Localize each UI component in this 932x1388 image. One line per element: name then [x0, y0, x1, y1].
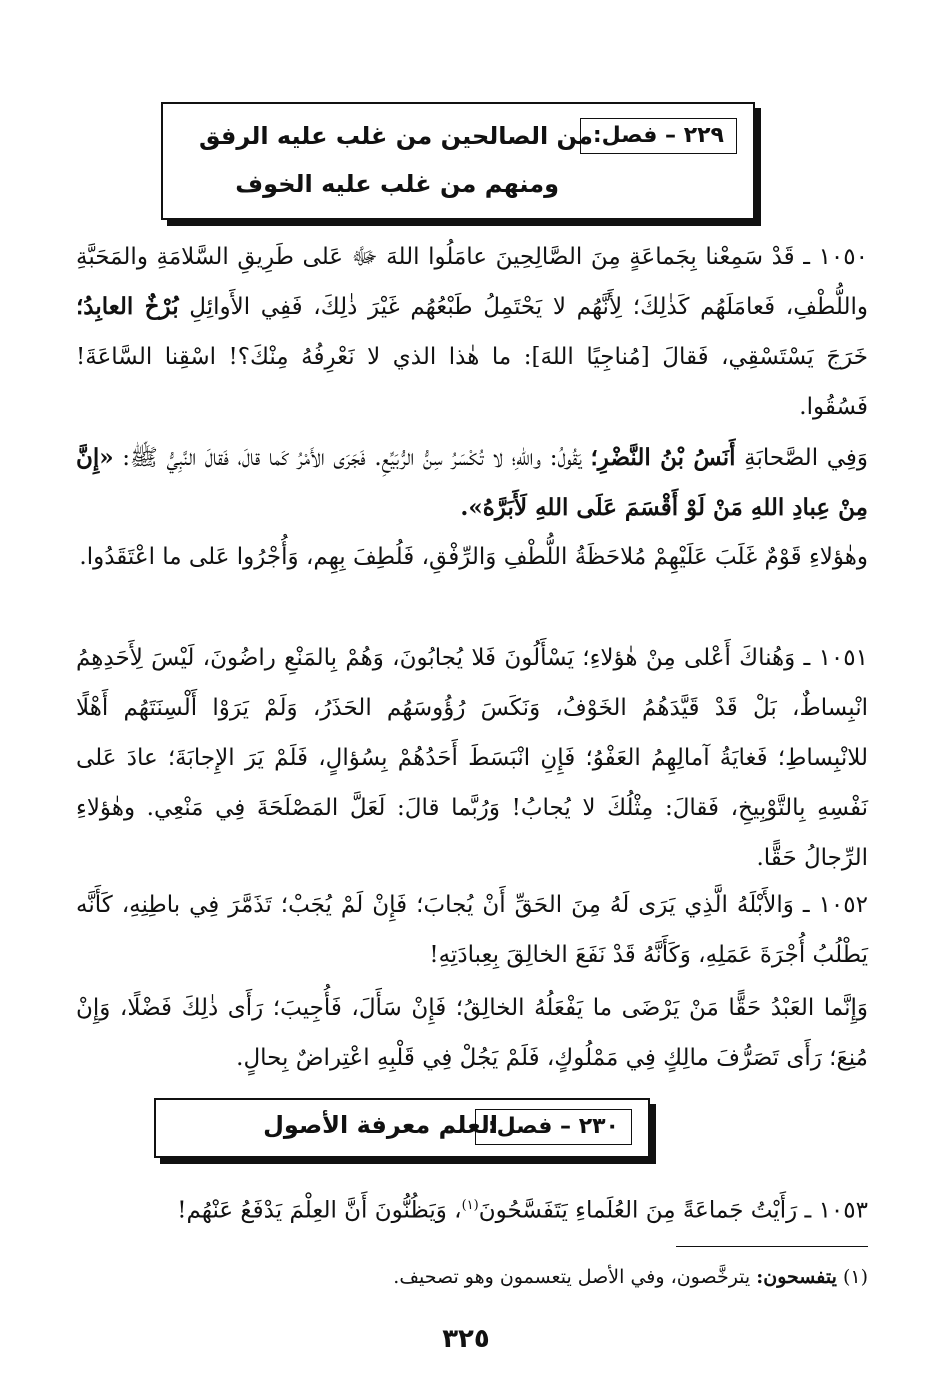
paragraph-text: ١٠٥٠ ـ قَدْ سَمِعْنا بِجَماعَةٍ مِنَ الصَّالِحِينَ عامَلُوا اللهَ ﷻ عَلى طَرِيقِ السَّلامَةِ والمَحَبَّةِ واللُّطْفِ، فَعامَلَهُم كَذٰلِكَ؛ لِأَنَّهُم لا يَحْتَمِلُ طَبْعُهُم غَيْرَ ذٰلِكَ، فَفِي الأَوائِلِ: [76, 244, 868, 320]
footnote-marker: (١): [461, 1198, 479, 1213]
footnote-text: يترخَّصون، وفي الأصل يتعسمون وهو تصحيف.: [393, 1266, 757, 1288]
paragraph-text: ١٠٥٣ ـ رَأَيْتُ جَماعَةً مِنَ العُلَماءِ يَتَفَسَّحُونَ: [478, 1197, 868, 1224]
paragraph-text: ١٠٥٢ ـ وَالأَبْلَهُ الَّذِي يَرَى لَهُ مِنَ الحَقِّ أَنْ يُجابَ؛ فَإِنْ لَمْ يُجَبْ؛ تَذَمَّرَ فِي باطِنِهِ، كَأَنَّه يَطْلُبُ أُجْرَةَ عَمَلِهِ، وَكَأَنَّهُ قَدْ نَفَعَ الخالِقَ بِعِبادَتِهِ!: [76, 892, 868, 968]
section-title-line-1: العلم معرفة الأصول: [263, 1111, 498, 1139]
paragraph-1052: [76, 880, 868, 980]
paragraph-true-servant: [76, 983, 868, 1083]
paragraph-text: وَإِنَّما العَبْدُ حَقًّا مَنْ يَرْضَى ما يَفْعَلُهُ الخالِقُ؛ فَإِنْ سَأَلَ، فَأُجِيبَ؛ رَأَى ذٰلِكَ فَضْلًا، وَإِنْ مُنِعَ؛ رَأَى تَصَرُّفَ مالِكٍ فِي مَمْلُوكٍ، فَلَمْ يَجُلْ فِي قَلْبِهِ اعْتِراضٌ بِحالٍ.: [76, 995, 868, 1071]
paragraph-anas: [76, 433, 868, 533]
footnote-divider: [676, 1246, 868, 1247]
paragraph-1050: [76, 232, 868, 432]
section-title-line-1: من الصالحين من غلب عليه الرفق: [199, 122, 593, 150]
footnote-term: يتفسحون:: [756, 1266, 837, 1288]
paragraph-text: وَفِي الصَّحابَةِ: [735, 445, 869, 471]
section-title-line-2: ومنهم من غلب عليه الخوف: [235, 170, 559, 198]
paragraph-gentle: [76, 532, 868, 582]
section-number-tag: ٢٢٩ – فصل:: [580, 118, 737, 154]
paragraph-text: ١٠٥١ ـ وَهُناكَ أَعْلى مِنْ هٰؤلاءِ؛ يَسْأَلُونَ فَلا يُجابُونَ، وَهُمْ بِالمَنْعِ راضُونَ، لَيْسَ لِأَحَدِهِمُ انْبِساطٌ، بَلْ قَدْ قَيَّدَهُمُ الخَوْفُ، وَنَكَسَ رُؤُوسَهُم الحَذَرُ، وَلَمْ يَرَوْا أَلْسِنَتَهُم أَهْلًا للانْبِساطِ؛ فَغايَةُ آمالِهِمُ العَفْوُ؛ فَإِنِ انْبَسَطَ أَحَدُهُمْ بِسُؤالٍ، فَلَمْ يَرَ الإِجابَةَ؛ عادَ عَلى نَفْسِهِ بِالتَّوْبِيخِ، فَقالَ: مِثْلُكَ لا يُجابُ! وَرُبَّما قالَ: لَعَلَّ المَصْلَحَةَ فِي مَنْعِي. وهٰؤلاءِ الرِّجالُ حَقًّا.: [76, 645, 868, 871]
bold-name: بُرْخٌ العابِدُ؛: [76, 293, 179, 320]
section-heading-229: [161, 102, 755, 220]
bold-name: أَنَسُ بْنُ النَّضْرِ؛: [590, 444, 736, 471]
page-number: ٣٢٥: [442, 1324, 490, 1354]
footnote-number: (١): [842, 1266, 868, 1288]
section-number-tag: ٢٣٠ – فصل:: [475, 1109, 632, 1145]
paragraph-1051: [76, 633, 868, 883]
footnote: [393, 1262, 868, 1292]
paragraph-text: وهٰؤلاءِ قَوْمٌ غَلَبَ عَلَيْهِمْ مُلاحَظَةُ اللُّطْفِ وَالرِّفْقِ، فَلُطِفَ بِهِم، وَأُجْرُوا عَلى ما اعْتَقَدُوا.: [79, 544, 868, 570]
hadith-quote: «إِنَّ مِنْ عِبادِ اللهِ مَنْ لَوْ أَقْسَمَ عَلَى اللهِ لَأَبَرَّهُ».: [76, 444, 868, 521]
paragraph-text-continued: خَرَجَ يَسْتَسْقِي، فَقالَ [مُناجِيًا اللهَ]: ما هٰذا الذي لا نَعْرِفُهُ مِنْكَ؟! اسْقِنا السَّاعَةَ! فَسُقُوا.: [76, 344, 868, 420]
paragraph-1053: [76, 1181, 868, 1236]
paragraph-text-continued: يَقُولُ: واللهِ؛ لا تُكْسَرُ سِنُّ الرُّبَيِّعِ. فَجَرَى الأَمْرُ كَما قالَ، فَقالَ النَّبِيُّ ﷺ:: [113, 445, 591, 471]
section-heading-230: [154, 1098, 650, 1158]
paragraph-text-continued: ، وَيَظُنُّونَ أَنَّ العِلْمَ يَدْفَعُ عَنْهُم!: [177, 1197, 462, 1224]
